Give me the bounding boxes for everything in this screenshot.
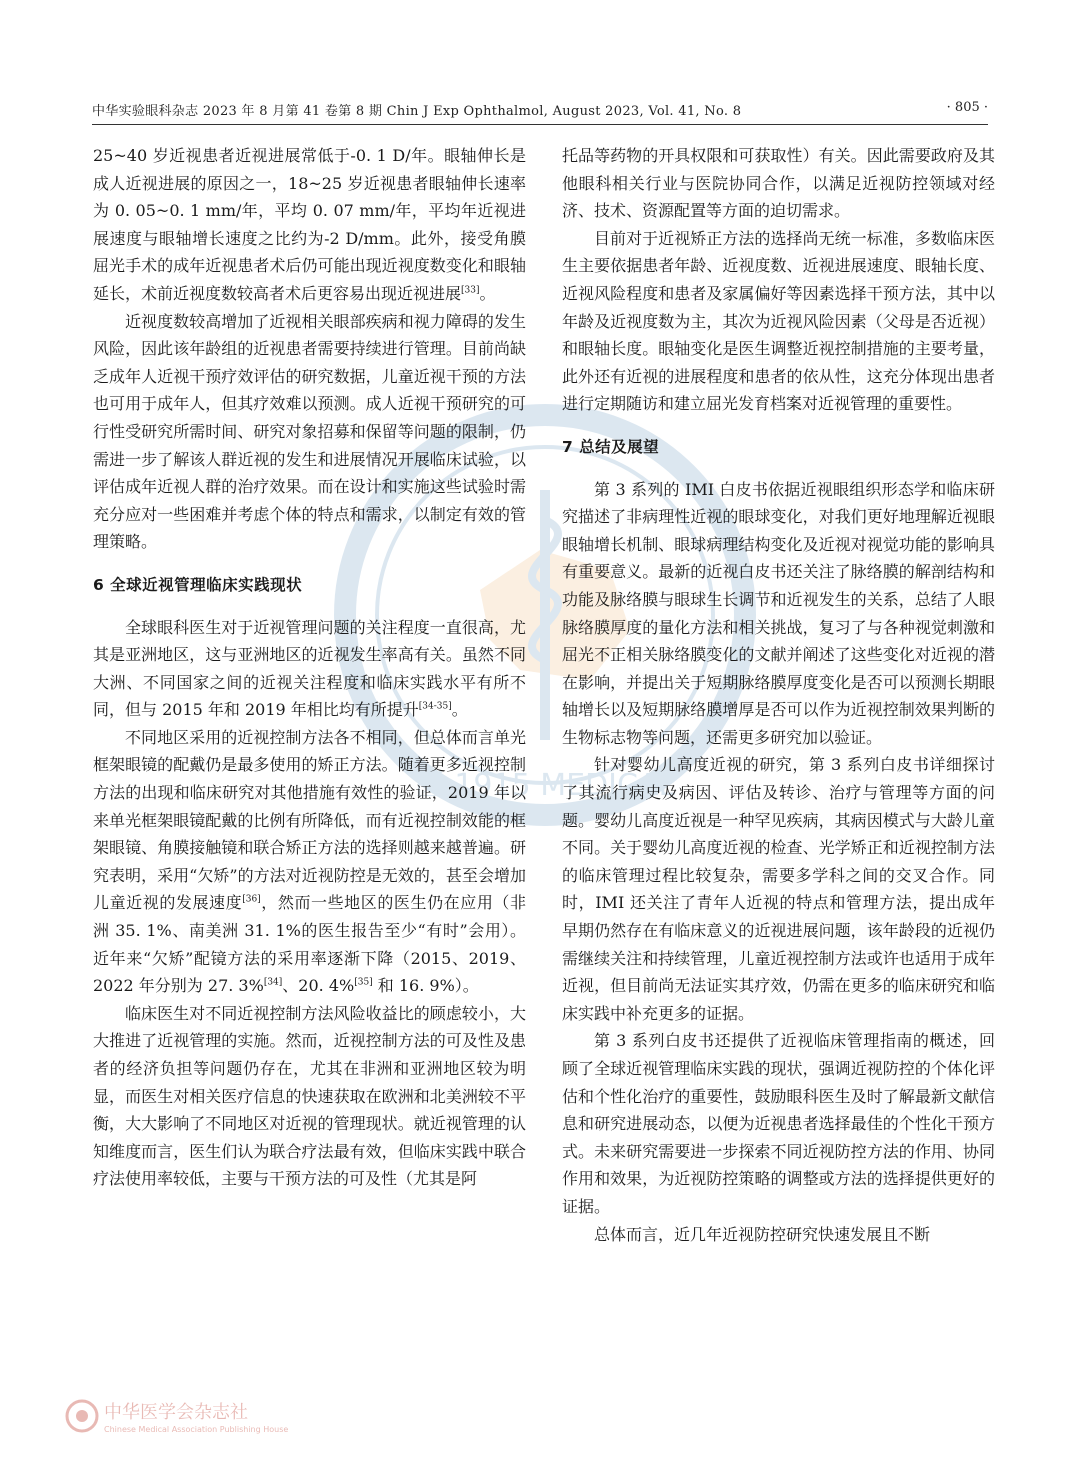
left-column <box>93 142 526 1193</box>
paragraph: 第 3 系列的 IMI 白皮书依据近视眼组织形态学和临床研究描述了非病理性近视的眼球变化，对我们更好地理解近视眼眼轴增长机制、眼球病理结构变化及近视对视觉功能的影响具有重要意义。最新的近视白皮书还关注了脉络膜的解剖结构和功能及脉络膜与眼球生长调节和近视发生的关系，总结了人眼脉络膜厚度的量化方法和相关挑战，复习了与各种视觉刺激和屈光不正相关脉络膜变化的文献并阐述了这些变化对近视的潜在影响，并提出关于短期脉络膜厚度变化是否可以预测长期眼轴增长以及短期脉络膜增厚是否可以作为近视控制效果判断的生物标志物等问题，还需更多研究加以验证。 <box>562 479 995 747</box>
paragraph: 针对婴幼儿高度近视的研究，第 3 系列白皮书详细探讨了其流行病史及病因、评估及转诊、治疗与管理等方面的问题。婴幼儿高度近视是一种罕见疾病，其病因模式与大龄儿童不同。关于婴幼儿高度近视的检查、光学矫正和近视控制方法的临床管理过程比较复杂，需要多学科之间的交叉合作。同时，IMI 还关注了青年人近视的特点和管理方法，提出成年早期仍然存在有临床意义的近视进展问题，该年龄段的近视仍需继续关注和持续管理，儿童近视控制方法或许也适用于成年近视，但目前尚无法证实其疗效，仍需在更多的临床研究和临床实践中补充更多的证据。 <box>562 755 995 1023</box>
page-number: · 805 · <box>946 100 988 115</box>
section-heading-6: 6 全球近视管理临床实践现状 <box>93 575 303 594</box>
section-heading-7: 7 总结及展望 <box>562 437 660 456</box>
paragraph: 近视度数较高增加了近视相关眼部疾病和视力障碍的发生风险，因此该年龄组的近视患者需要持续进行管理。目前尚缺乏成年人近视干预疗效评估的研究数据，儿童近视干预的方法也可用于成年人，但其疗效难以预测。成人近视干预研究的可行性受研究所需时间、研究对象招募和保留等问题的限制，仍需进一步了解该人群近视的发生和进展情况开展临床试验，以评估成年近视人群的治疗效果。而在设计和实施这些试验时需充分应对一些困难并考虑个体的特点和需求，以制定有效的管理策略。 <box>93 311 526 552</box>
publisher-logo <box>62 1396 492 1436</box>
citation-ref: [36] <box>242 895 261 906</box>
publisher-subtext: Chinese Medical Association Publishing House <box>104 1425 289 1434</box>
citation-ref: [33] <box>461 285 480 296</box>
journal-citation: 中华实验眼科杂志 2023 年 8 月第 41 卷第 8 期 Chin J Exp Ophthalmol, August 2023, Vol. 41, No. 8 <box>92 104 742 119</box>
paragraph: 目前对于近视矫正方法的选择尚无统一标准，多数临床医生主要依据患者年龄、近视度数、近视进展速度、眼轴长度、近视风险程度和患者及家属偏好等因素选择干预方法，其中以年龄及近视度数为主，其次为近视风险因素（父母是否近视）和眼轴长度。眼轴变化是医生调整近视控制措施的主要考量，此外还有近视的进展程度和患者的依从性，这充分体现出患者进行定期随访和建立屈光发育档案对近视管理的重要性。 <box>562 228 995 414</box>
paragraph: 临床医生对不同近视控制方法风险收益比的顾虑较小，大大推进了近视管理的实施。然而，近视控制方法的可及性及患者的经济负担等问题仍存在，尤其在非洲和亚洲地区较为明显，而医生对相关医疗信息的快速获取在欧洲和北美洲较不平衡，大大影响了不同地区对近视的管理现状。就近视管理的认知维度而言，医生们认为联合疗法最有效，但临床实践中联合疗法使用率较低，主要与干预方法的可及性（尤其是阿 <box>93 1003 526 1189</box>
paragraph: 不同地区采用的近视控制方法各不相同，但总体而言单光框架眼镜的配戴仍是最多使用的矫正方法。随着更多近视控制方法的出现和临床研究对其他措施有效性的验证，2019 年以来单光框架眼镜配戴的比例有所降低，而有近视控制效能的框架眼镜、角膜接触镜和联合矫正方法的选择则越来越普遍。研究表明，采用“欠矫”的方法对近视防控是无效的，甚至会增加儿童近视的发展速度[36]，然而一些地区的医生仍在应用（非洲 35. 1%、南美洲 31. 1%的医生报告至少“有时”会用）。近年来“欠矫”配镜方法的采用率逐渐下降（2015、2019、2022 年分别为 27. 3%[34]、20. 4%[35] 和 16. 9%）。 <box>93 727 526 996</box>
citation-ref: [34] <box>263 977 283 988</box>
watermark-text: 医 1915 MEDICAL <box>414 768 676 803</box>
publisher-name: 中华医学会杂志社 <box>104 1402 248 1423</box>
citation-ref: [34-35] <box>418 701 452 712</box>
citation-ref: [35] <box>354 977 373 988</box>
running-header <box>92 98 988 125</box>
paragraph: 全球眼科医生对于近视管理问题的关注程度一直很高，尤其是亚洲地区，这与亚洲地区的近视发生率高有关。虽然不同大洲、不同国家之间的近视关注程度和临床实践水平有所不同，但与 2015 年和 2019 年相比均有所提升[34-35]。 <box>93 617 526 720</box>
paragraph: 25~40 岁近视患者近视进展常低于-0. 1 D/年。眼轴伸长是成人近视进展的原因之一，18~25 岁近视患者眼轴伸长速率为 0. 05~0. 1 mm/年，平均 0. 07 mm/年，平均年近视进展速度与眼轴增长速度之比约为-2 D/mm。此外，接受角膜屈光手术的成年近视患者术后仍可能出现近视度数变化和眼轴延长，术前近视度数较高者术后更容易出现近视进展[33]。 <box>93 146 526 303</box>
right-column <box>562 142 995 1248</box>
paragraph: 托品等药物的开具权限和可获取性）有关。因此需要政府及其他眼科相关行业与医院协同合作，以满足近视防控领域对经济、技术、资源配置等方面的迫切需求。 <box>562 146 995 221</box>
paragraph: 第 3 系列白皮书还提供了近视临床管理指南的概述，回顾了全球近视管理临床实践的现状，强调近视防控的个体化评估和个性化治疗的重要性，鼓励眼科医生及时了解最新文献信息和研究进展动态，以便为近视患者选择最佳的个性化干预方式。未来研究需要进一步探索不同近视防控方法的作用、协同作用和效果，为近视防控策略的调整或方法的选择提供更好的证据。 <box>562 1031 995 1216</box>
paragraph: 总体而言，近几年近视防控研究快速发展且不断 <box>594 1224 931 1244</box>
